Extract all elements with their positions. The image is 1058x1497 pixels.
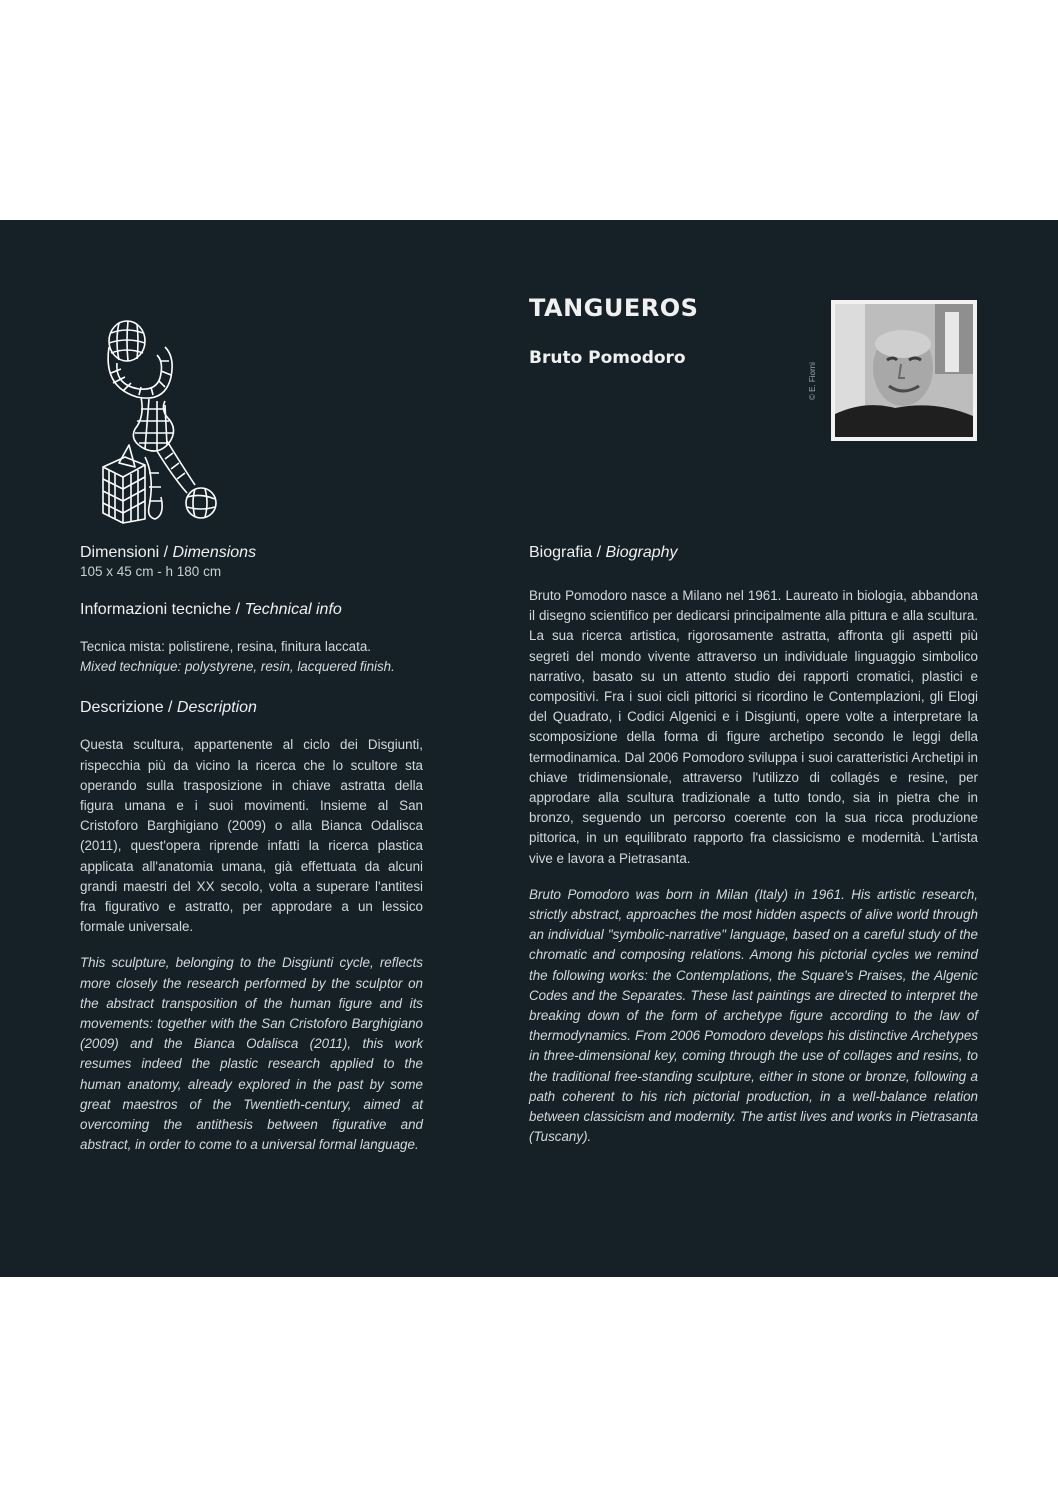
description-text-it: Questa scultura, appartenente al ciclo dei Disgiunti, rispecchia più da vicino la ricerca che lo scultore sta operando sulla trasposizione in chiave astratta della figura umana e i suoi movimenti. Insieme al San Cristoforo Barghigiano (2009) o alla Bianca Odalisca (2011), quest'opera riprende infatti la ricerca plastica applicata all'anatomia umana, già effettuata da alcuni grandi maestri del XX secolo, volta a superare l'antitesi fra figurativo e astratto, per approdare a un lessico formale universale.: [80, 737, 423, 935]
artwork-info-column: [80, 544, 423, 1155]
artist-photo: [831, 300, 977, 441]
description-text-en: This sculpture, belonging to the Disgiunti cycle, reflects more closely the research performed by the sculptor on the abstract transposition of the human figure and its movements: together with the San Cristoforo Barghigiano (2009) and the Bianca Odalisca (2011), this work resumes indeed the plastic research applied to the human anatomy, already explored in the past by some great maestros of the Twentieth-century, aimed at overcoming the antithesis between figurative and abstract, in order to come to a universal formal language.: [80, 955, 423, 1153]
biography-text-en: Bruto Pomodoro was born in Milan (Italy) in 1961. His artistic research, strictly abstract, approaches the most hidden aspects of alive world through an individual "symbolic-narrative" language, based on a careful study of the chromatic and composing relations. Among his pictorial cycles we remind the following works: the Contemplations, the Square's Praises, the Algenic Codes and the Separates. These last paintings are directed to interpret the breaking down of the form of archetype figure according to the law of thermodynamics. From 2006 Pomodoro develops his distinctive Archetypes in three-dimensional key, coming through the use of collages and resins, to the traditional free-standing sculpture, either in stone or bronze, following a path coherent to his rich pictorial production, in a well-balance relation between classicism and modernity. The artist lives and works in Pietrasanta (Tuscany).: [529, 886, 978, 1145]
technical-heading: Informazioni tecniche / Technical info: [80, 601, 342, 618]
biography-heading: Biografia / Biography: [529, 544, 678, 561]
artist-name: Bruto Pomodoro: [529, 348, 686, 368]
dimensions-value: 105 x 45 cm - h 180 cm: [80, 564, 222, 579]
photo-credit: © E. Fiorni: [808, 362, 817, 400]
description-heading: Descrizione / Description: [80, 699, 257, 717]
artwork-title: TANGUEROS: [529, 294, 699, 322]
technical-text-it: Tecnica mista: polistirene, resina, finitura laccata.: [80, 639, 372, 654]
dimensions-heading: Dimensioni / Dimensions: [80, 544, 257, 561]
biography-column: [529, 544, 978, 1147]
technical-text-en: Mixed technique: polystyrene, resin, lacquered finish.: [80, 659, 395, 675]
biography-text-it: Bruto Pomodoro nasce a Milano nel 1961. Laureato in biologia, abbandona il disegno scientifico per dedicarsi principalmente alla pittura e alla scultura. La sua ricerca artistica, rigorosamente astratta, affronta gli aspetti più segreti del mondo vivente attraverso un individuale linguaggio simbolico narrativo, basato su un attento studio dei rapporti cromatici, plastici e compositivi. Fra i suoi cicli pittorici si ricordino le Contemplazioni, gli Elogi del Quadrato, i Codici Algenici e i Disgiunti, opere volte a interpretare la scomposizione della forma di figure archetipo secondo le leggi della termodinamica. Dal 2006 Pomodoro sviluppa i suoi caratteristici Archetipi in chiave tridimensionale, attraverso l'utilizzo di collagés e resine, per approdare alla scultura tradizionale a tutto tondo, sia in pietra che in bronzo, seguendo un percorso coerente con la sua ricca produzione pittorica, in un equilibrato rapporto fra classicismo e modernità. L'artista vive e lavora a Pietrasanta.: [529, 588, 978, 866]
sculpture-wireframe-image: [95, 317, 225, 525]
dark-panel: [0, 220, 1058, 1277]
